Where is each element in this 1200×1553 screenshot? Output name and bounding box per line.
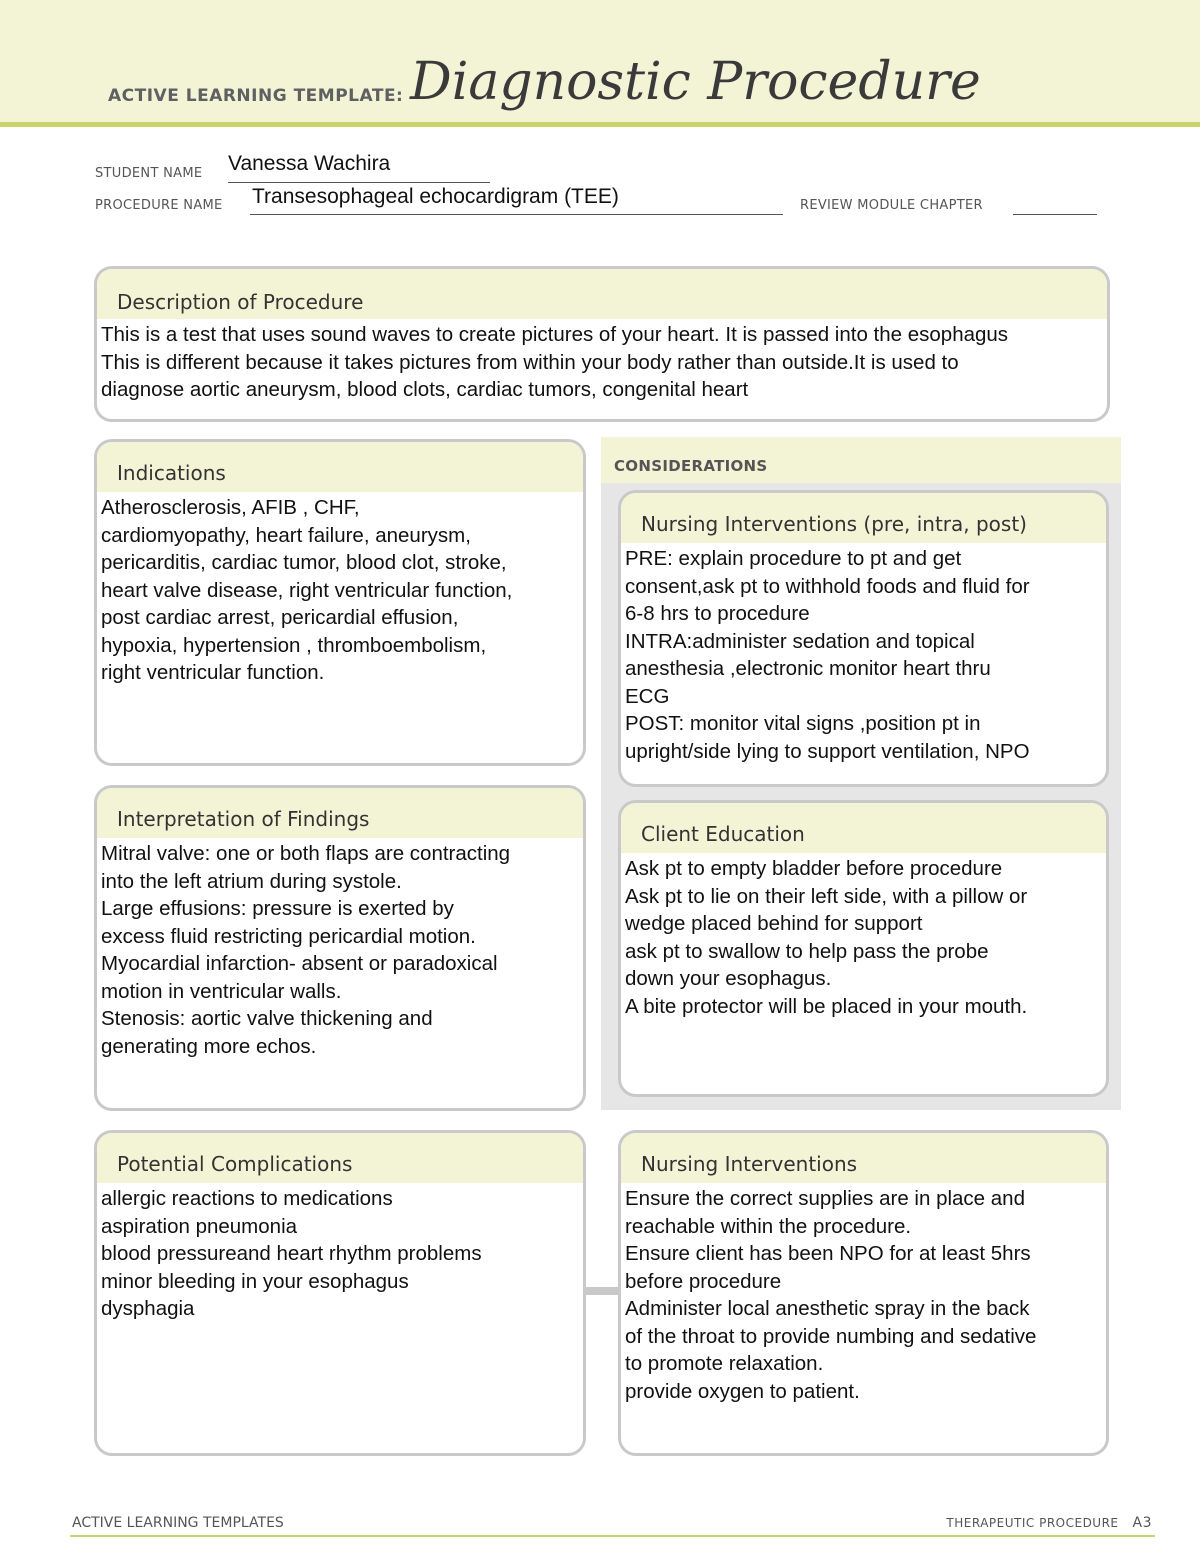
box-connector bbox=[584, 1287, 620, 1295]
client-education-box bbox=[618, 800, 1109, 1097]
indications-heading: Indications bbox=[97, 442, 583, 492]
interpretation-text[interactable]: Mitral valve: one or both flaps are contracting into the left atrium during systole. Large effusions: pressure is exerted by excess fluid restricting pericardial motion. Myocardial infarction- absent or paradoxical motion in ventricular walls. Stenosis: aortic valve thickening and generating more echos. bbox=[101, 842, 511, 1058]
nursing-interventions-text[interactable]: Ensure the correct supplies are in place and reachable within the procedure. Ensure client has been NPO for at least 5hrs before procedure Administer local anesthetic spray in the back of the throat to provide numbing and sedative to promote relaxation. provide oxygen to patient. bbox=[625, 1187, 1037, 1403]
procedure-name-line bbox=[250, 214, 783, 215]
student-name-field[interactable]: Vanessa Wachira bbox=[228, 152, 391, 175]
nursing-interventions-pip-box bbox=[618, 490, 1109, 787]
client-education-heading: Client Education bbox=[621, 803, 1106, 853]
footer-rule bbox=[70, 1535, 1155, 1537]
header-rule bbox=[0, 122, 1200, 127]
considerations-label: CONSIDERATIONS bbox=[614, 457, 768, 475]
procedure-name-field[interactable]: Transesophageal echocardigram (TEE) bbox=[252, 185, 619, 208]
student-name-label: STUDENT NAME bbox=[95, 166, 203, 181]
indications-box bbox=[94, 439, 586, 766]
description-box bbox=[94, 266, 1110, 422]
page-title: Diagnostic Procedure bbox=[410, 52, 981, 112]
interpretation-box bbox=[94, 785, 586, 1111]
complications-heading: Potential Complications bbox=[97, 1133, 583, 1183]
review-module-field[interactable] bbox=[1013, 214, 1097, 215]
client-education-text[interactable]: Ask pt to empty bladder before procedure Ask pt to lie on their left side, with a pillow or wedge placed behind for support ask pt to swallow to help pass the probe down your esophagus. A bite protector will be placed in your mouth. bbox=[625, 857, 1028, 1018]
nursing-interventions-pip-heading: Nursing Interventions (pre, intra, post) bbox=[621, 493, 1106, 543]
nursing-interventions-pip-text[interactable]: PRE: explain procedure to pt and get consent,ask pt to withhold foods and fluid for 6-8 hrs to procedure INTRA:administer sedation and topical anesthesia ,electronic monitor heart thru ECG POST: monitor vital signs ,position pt in upright/side lying to support ventilation, NPO bbox=[625, 547, 1030, 763]
procedure-name-label: PROCEDURE NAME bbox=[95, 198, 223, 213]
review-module-label: REVIEW MODULE CHAPTER bbox=[800, 198, 983, 213]
footer-page-number: A3 bbox=[1132, 1515, 1152, 1531]
student-name-line bbox=[228, 182, 490, 183]
template-label: ACTIVE LEARNING TEMPLATE: bbox=[108, 86, 404, 106]
footer-left: ACTIVE LEARNING TEMPLATES bbox=[72, 1515, 284, 1531]
indications-text[interactable]: Atherosclerosis, AFIB , CHF, cardiomyopathy, heart failure, aneurysm, pericarditis, cardiac tumor, blood clot, stroke, heart valve disease, right ventricular function, post cardiac arrest, pericardial effusion, hypoxia, hypertension , thromboembolism, right ventricular function. bbox=[101, 496, 513, 684]
complications-text[interactable]: allergic reactions to medications aspiration pneumonia blood pressureand heart rhythm problems minor bleeding in your esophagus dysphagia bbox=[101, 1187, 482, 1320]
description-heading: Description of Procedure bbox=[97, 269, 1107, 319]
complications-box bbox=[94, 1130, 586, 1456]
footer-right bbox=[946, 1515, 1152, 1531]
description-text[interactable]: This is a test that uses sound waves to create pictures of your heart. It is passed into the esophagus This is different because it takes pictures from within your body rather than outside.It is used to diagnose aortic aneurysm, blood clots, cardiac tumors, congenital heart bbox=[101, 323, 1009, 401]
nursing-interventions-box bbox=[618, 1130, 1109, 1456]
interpretation-heading: Interpretation of Findings bbox=[97, 788, 583, 838]
nursing-interventions-heading: Nursing Interventions bbox=[621, 1133, 1106, 1183]
footer-section: THERAPEUTIC PROCEDURE bbox=[946, 1516, 1119, 1530]
